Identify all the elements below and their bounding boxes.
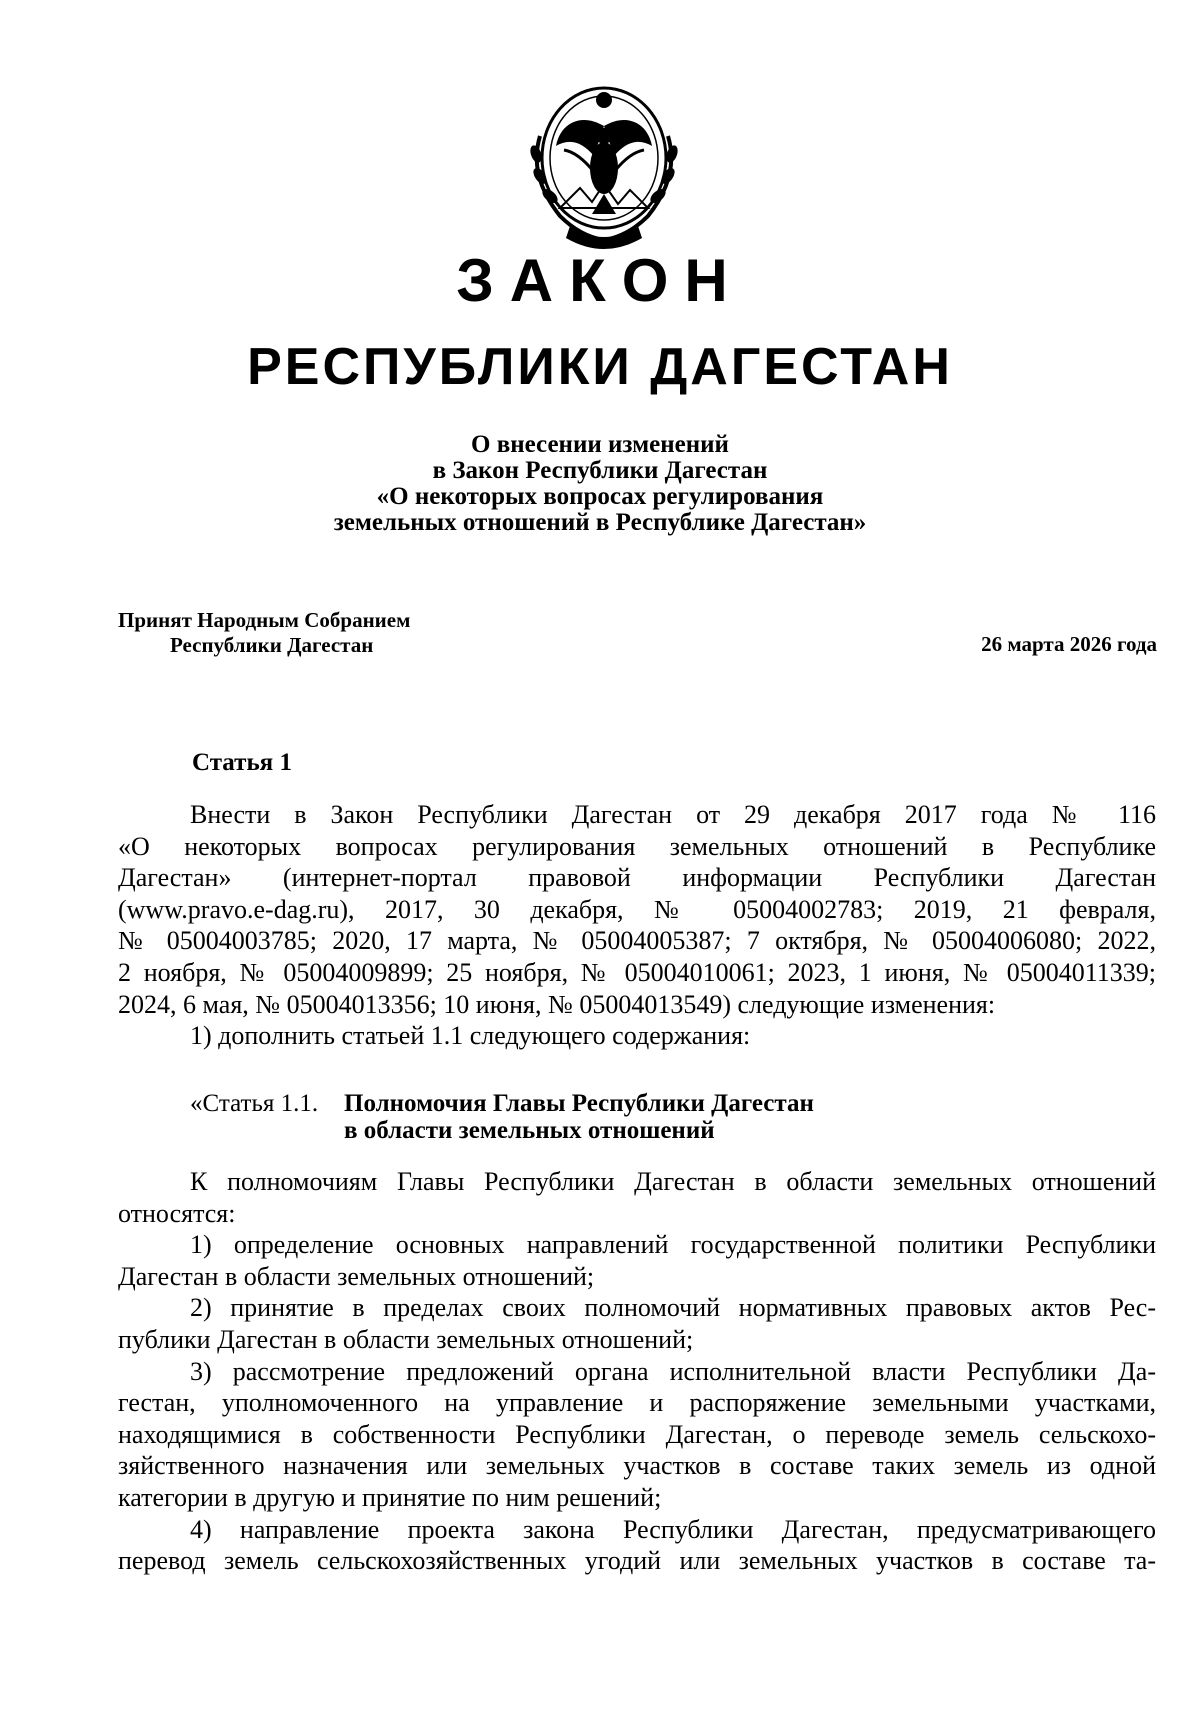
adoption-date: 26 марта 2026 года bbox=[981, 632, 1157, 656]
adoption-line: Республики Дагестан bbox=[170, 633, 374, 657]
article-1-body bbox=[118, 799, 1156, 1052]
paragraph-line: 2 ноября, № 05004009899; 25 ноября, № 05004010061; 2023, 1 июня, № 05004011339; bbox=[118, 957, 1156, 987]
paragraph-line: публики Дагестан в области земельных отношений; bbox=[118, 1324, 694, 1354]
paragraph-line: гестан, уполномоченного на управление и распоряжение земельными участками, bbox=[118, 1388, 1156, 1418]
new-article-title: в области земельных отношений bbox=[344, 1117, 715, 1144]
paragraph-line: находящимися в собственности Республики Дагестан, о переводе земель сельскохо- bbox=[118, 1419, 1156, 1449]
new-article-label: «Статья 1.1. bbox=[190, 1090, 319, 1117]
subject-line: земельных отношений в Республике Дагестан» bbox=[333, 509, 867, 536]
article-heading: Статья 1 bbox=[192, 749, 292, 776]
law-republic: РЕСПУБЛИКИ ДАГЕСТАН bbox=[247, 338, 953, 396]
law-subject bbox=[200, 432, 1000, 536]
subject-line: О внесении изменений bbox=[471, 431, 729, 458]
adoption-line: Принят Народным Собранием bbox=[118, 608, 411, 632]
paragraph-line: относятся: bbox=[118, 1198, 236, 1228]
paragraph-line: 1) дополнить статьей 1.1 следующего содержания: bbox=[190, 1021, 751, 1051]
paragraph-line: Дагестан» (интернет-портал правовой информации Республики Дагестан bbox=[118, 863, 1156, 893]
law-title: ЗАКОН bbox=[456, 247, 744, 314]
new-article-heading bbox=[190, 1090, 814, 1144]
paragraph-line: № 05004003785; 2020, 17 марта, № 05004005387; 7 октября, № 05004006080; 2022, bbox=[118, 926, 1156, 956]
paragraph-line: 3) рассмотрение предложений органа исполнительной власти Республики Да- bbox=[190, 1356, 1156, 1386]
subject-line: «О некоторых вопросах регулирования bbox=[376, 483, 824, 510]
paragraph-line: 2) принятие в пределах своих полномочий нормативных правовых актов Рес- bbox=[190, 1293, 1156, 1323]
paragraph-line: 1) определение основных направлений государственной политики Республики bbox=[190, 1230, 1156, 1260]
powers-body bbox=[118, 1166, 1156, 1577]
paragraph-line: Дагестан в области земельных отношений; bbox=[118, 1261, 595, 1291]
new-article-title: Полномочия Главы Республики Дагестан bbox=[344, 1090, 814, 1117]
paragraph-line: перевод земель сельскохозяйственных угодий или земельных участков в составе та- bbox=[118, 1546, 1156, 1576]
paragraph-line: (www.pravo.e-dag.ru), 2017, 30 декабря, № 05004002783; 2019, 21 февраля, bbox=[118, 894, 1156, 924]
paragraph-line: «О некоторых вопросах регулирования земельных отношений в Республике bbox=[118, 831, 1156, 861]
paragraph-line: К полномочиям Главы Республики Дагестан в области земельных отношений bbox=[190, 1167, 1156, 1196]
paragraph-line: Внести в Закон Республики Дагестан от 29 декабря 2017 года № 116 bbox=[190, 800, 1156, 829]
paragraph-line: 4) направление проекта закона Республики Дагестан, предусматривающего bbox=[190, 1514, 1156, 1544]
paragraph-line: зяйственного назначения или земельных участков в составе таких земель из одной bbox=[118, 1451, 1156, 1481]
subject-line: в Закон Республики Дагестан bbox=[432, 457, 768, 484]
coat-of-arms-icon bbox=[520, 76, 688, 254]
adoption-statement bbox=[118, 608, 538, 658]
paragraph-line: категории в другую и принятие по ним решений; bbox=[118, 1482, 662, 1512]
paragraph-line: 2024, 6 мая, № 05004013356; 10 июня, № 05004013549) следующие изменения: bbox=[118, 989, 996, 1019]
